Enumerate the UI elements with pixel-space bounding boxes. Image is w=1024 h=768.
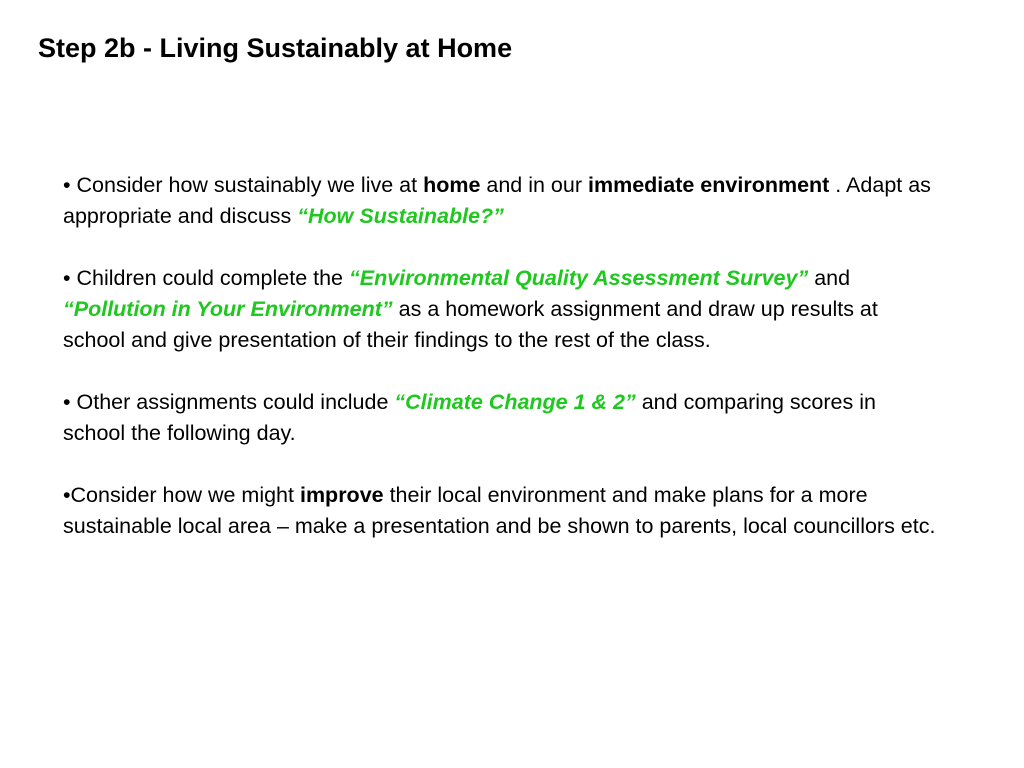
bullet-text: . Adapt as appropriate and discuss <box>63 173 931 228</box>
bullet-text: their local environment and make plans for a more sustainable local area – make a presentation and be shown to parents, local councillors etc. <box>63 483 936 538</box>
bullet-text: • Consider how sustainably we live at <box>63 173 424 197</box>
bullet-text: and in our <box>480 173 588 197</box>
bullet-how-sustainably <box>63 170 943 232</box>
resource-climate-change: “Climate Change 1 & 2” <box>394 390 636 414</box>
emphasis-immediate-environment: immediate environment <box>587 173 830 197</box>
slide-body <box>63 170 943 542</box>
resource-environmental-quality-survey: “Environmental Quality Assessment Survey” <box>349 266 809 290</box>
resource-how-sustainable: “How Sustainable?” <box>297 204 504 228</box>
bullet-children-survey <box>63 263 943 356</box>
emphasis-home: home <box>423 173 481 197</box>
emphasis-improve: improve <box>299 483 384 507</box>
bullet-text: and comparing scores in school the following day. <box>63 390 876 445</box>
bullet-text: • Children could complete the <box>63 266 349 290</box>
bullet-text: and <box>808 266 851 290</box>
resource-pollution-in-your-environment: “Pollution in Your Environment” <box>63 297 393 321</box>
bullet-other-assignments <box>63 387 943 449</box>
slide-title: Step 2b - Living Sustainably at Home <box>38 33 513 63</box>
bullet-text: as a homework assignment and draw up results at school and give presentation of their findings to the rest of the class. <box>63 297 878 352</box>
bullet-text: • Other assignments could include <box>63 390 395 414</box>
bullet-text: •Consider how we might <box>63 483 300 507</box>
bullet-improve-environment <box>63 480 943 542</box>
